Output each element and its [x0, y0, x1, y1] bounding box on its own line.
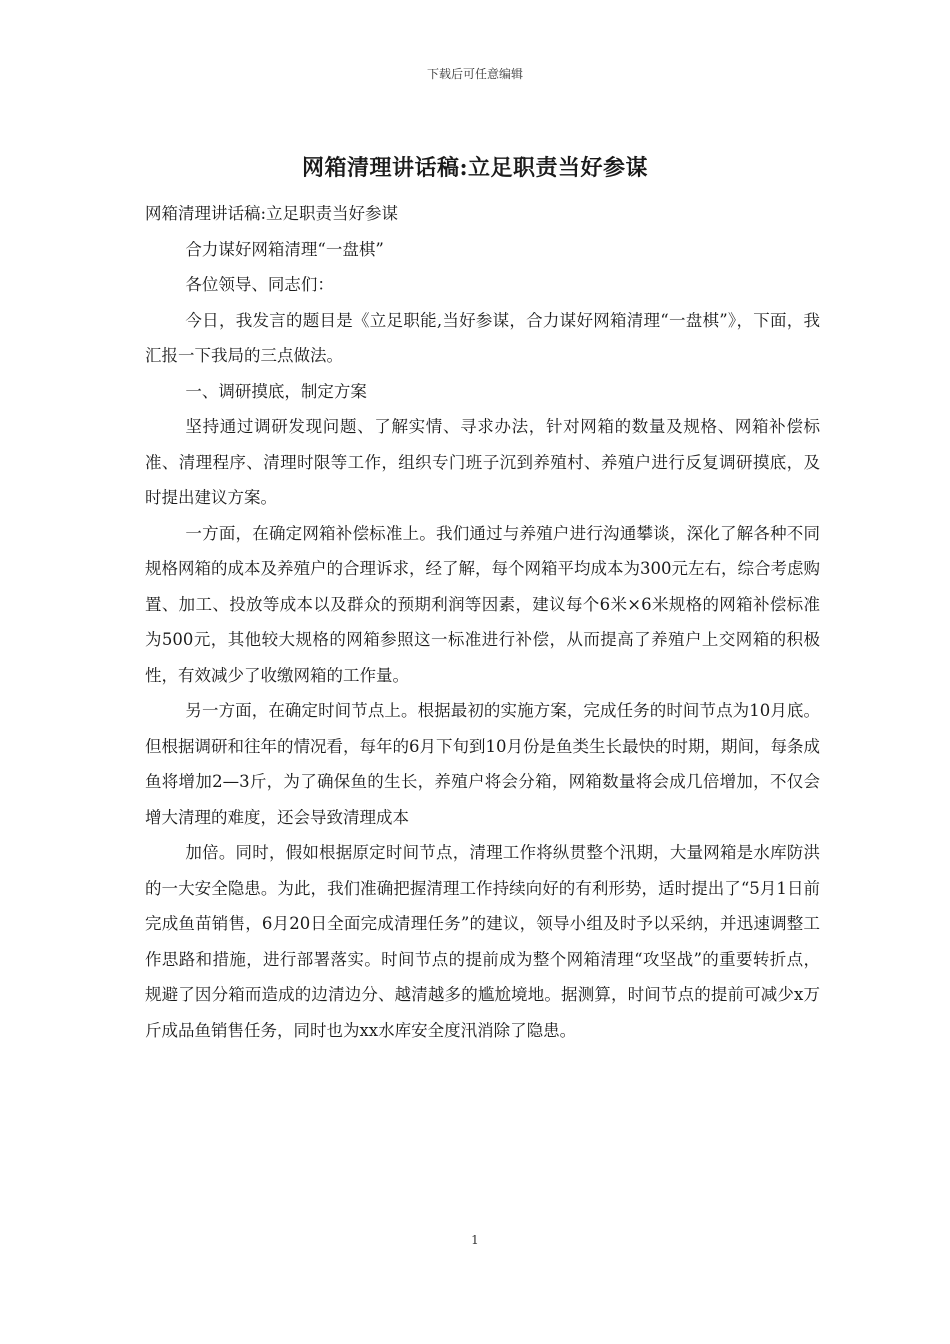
section-heading-1: 一、调研摸底，制定方案: [185, 381, 367, 401]
paragraph-subtitle: 网箱清理讲话稿:立足职责当好参谋: [145, 204, 399, 223]
paragraph-theme: 合力谋好网箱清理“一盘棋”: [185, 239, 384, 259]
document-title: 网箱清理讲话稿:立足职责当好参谋: [301, 155, 649, 181]
paragraph-timeline: 另一方面，在确定时间节点上。根据最初的实施方案，完成任务的时间节点为10月底。但根据调研和往年的情况看，每年的6月下旬到10月份是鱼类生长最快的时期，期间，每条成鱼将增加2—3斤，为了确保鱼的生长，养殖户将会分箱，网箱数量将会成几倍增加，不仅会增大清理的难度，还会导致清理成本: [145, 701, 820, 827]
paragraph-research: 坚持通过调研发现问题、了解实情、寻求办法，针对网箱的数量及规格、网箱补偿标准、清理程序、清理时限等工作，组织专门班子沉到养殖村、养殖户进行反复调研摸底，及时提出建议方案。: [145, 417, 820, 507]
paragraph-salutation: 各位领导、同志们：: [185, 275, 334, 294]
paragraph-compensation: 一方面，在确定网箱补偿标准上。我们通过与养殖户进行沟通攀谈，深化了解各种不同规格网箱的成本及养殖户的合理诉求，经了解，每个网箱平均成本为300元左右，综合考虑购置、加工、投放等成本以及群众的预期利润等因素，建议每个6米×6米规格的网箱补偿标准为500元，其他较大规格的网箱参照这一标准进行补偿，从而提高了养殖户上交网箱的积极性，有效减少了收缴网箱的工作量。: [145, 523, 820, 685]
document-body: [145, 196, 820, 1048]
page-number: 1: [471, 1233, 479, 1247]
paragraph-intro: 今日，我发言的题目是《立足职能,当好参谋，合力谋好网箱清理“一盘棋”》，下面，我汇报一下我局的三点做法。: [145, 310, 820, 365]
page-header-note: 下载后可任意编辑: [426, 67, 523, 81]
paragraph-timeline-continued: 加倍。同时，假如根据原定时间节点，清理工作将纵贯整个汛期，大量网箱是水库防洪的一大安全隐患。为此，我们准确把握清理工作持续向好的有利形势，适时提出了“5月1日前完成鱼苗销售，6月20日全面完成清理任务”的建议，领导小组及时予以采纳，并迅速调整工作思路和措施，进行部署落实。时间节点的提前成为整个网箱清理“攻坚战”的重要转折点，规避了因分箱而造成的边清边分、越清越多的尴尬境地。据测算，时间节点的提前可减少x万斤成品鱼销售任务，同时也为xx水库安全度汛消除了隐患。: [145, 843, 820, 1040]
